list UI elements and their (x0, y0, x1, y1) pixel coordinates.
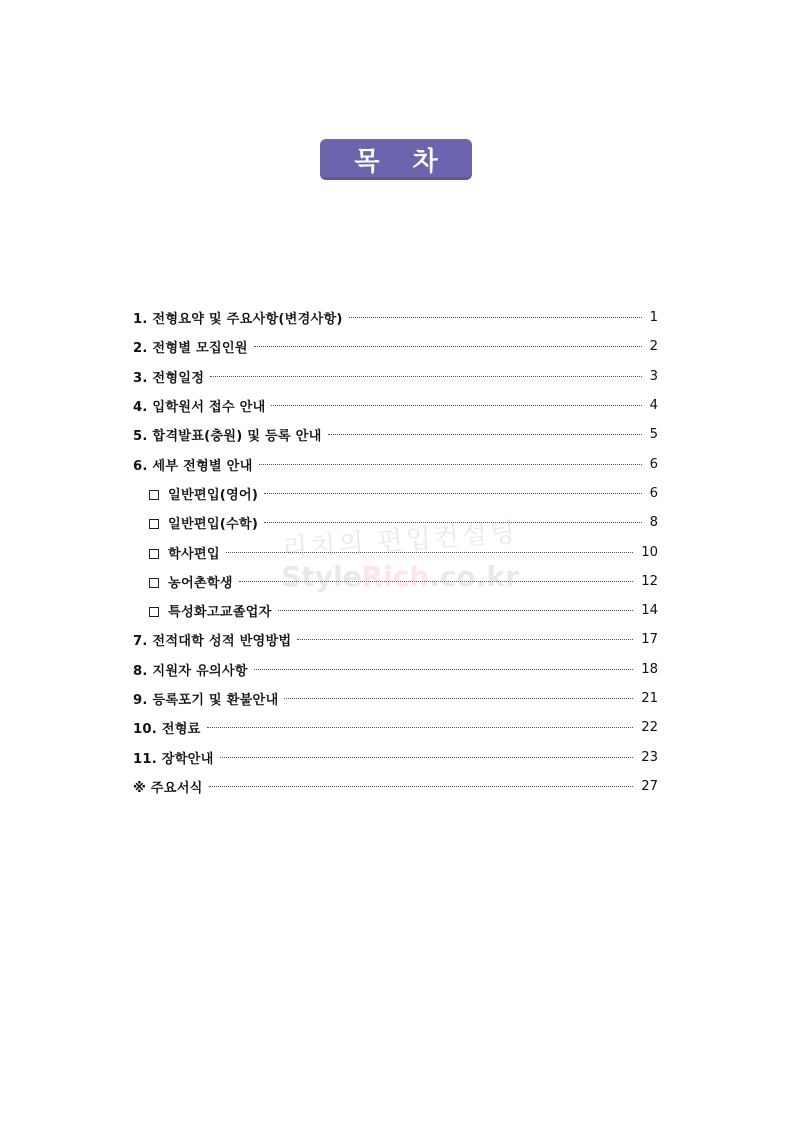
dot-leader (210, 376, 641, 377)
dot-leader (239, 581, 634, 582)
dot-leader (271, 405, 641, 406)
watermark-site-part-1: Style (281, 560, 362, 593)
toc-entry-text: 농어촌학생 (168, 575, 233, 591)
toc-entry-label (149, 484, 264, 503)
dot-leader (209, 786, 634, 787)
toc-entry-label (133, 748, 220, 767)
dot-leader (220, 757, 634, 758)
dot-leader (254, 346, 642, 347)
table-of-contents (133, 303, 658, 801)
toc-subentry[interactable] (133, 567, 658, 596)
toc-entry[interactable] (133, 713, 658, 742)
dot-leader (226, 552, 633, 553)
toc-page-number: 22 (641, 720, 658, 736)
toc-page-number: 2 (649, 339, 658, 355)
toc-entry-label (149, 572, 239, 591)
toc-entry-label (133, 660, 254, 679)
toc-page-number: 10 (641, 544, 658, 560)
toc-entry[interactable] (133, 420, 658, 449)
toc-entry-label (133, 630, 297, 649)
toc-page-number: 17 (641, 632, 658, 648)
toc-subentry[interactable] (133, 508, 658, 537)
toc-entry-label (133, 337, 254, 356)
checkbox-icon (149, 607, 159, 617)
toc-page-number: 18 (641, 661, 658, 677)
dot-leader (328, 434, 642, 435)
checkbox-icon (149, 549, 159, 559)
dot-leader (259, 464, 642, 465)
toc-page-number: 14 (641, 603, 658, 619)
toc-entry-text: 3. 전형일정 (133, 370, 205, 386)
toc-subentry[interactable] (133, 537, 658, 566)
toc-page-number: 1 (649, 310, 658, 326)
toc-entry[interactable] (133, 742, 658, 771)
checkbox-icon (149, 519, 159, 529)
toc-page-number: 4 (649, 398, 658, 414)
toc-entry-text: 4. 입학원서 접수 안내 (133, 400, 266, 416)
toc-page-number: 6 (649, 456, 658, 472)
checkbox-icon (149, 490, 159, 500)
toc-entry-text: 6. 세부 전형별 안내 (133, 458, 253, 474)
checkbox-icon (149, 578, 159, 588)
toc-entry[interactable] (133, 655, 658, 684)
toc-entry-label (133, 396, 271, 415)
toc-title: 목 차 (320, 139, 472, 180)
toc-entry-text: 8. 지원자 유의사항 (133, 663, 248, 679)
toc-page-number: 23 (641, 749, 658, 765)
toc-entry-text: 10. 전형료 (133, 722, 201, 738)
toc-entry-label (133, 425, 328, 444)
toc-entry[interactable] (133, 332, 658, 361)
toc-entry[interactable] (133, 362, 658, 391)
dot-leader (278, 610, 634, 611)
watermark-site-part-3: .co.kr (429, 560, 519, 593)
dot-leader (264, 493, 642, 494)
dot-leader (284, 698, 633, 699)
toc-entry-label (149, 513, 264, 532)
watermark-text: 리치의 편입컨설팅 (281, 517, 520, 565)
toc-entry[interactable] (133, 684, 658, 713)
toc-entry-label (133, 367, 210, 386)
toc-subentry[interactable] (133, 596, 658, 625)
dot-leader (349, 317, 642, 318)
toc-page-number: 8 (649, 515, 658, 531)
toc-entry-text: 7. 전적대학 성적 반영방법 (133, 634, 292, 650)
toc-page-number: 5 (649, 427, 658, 443)
toc-page-number: 27 (641, 778, 658, 794)
dot-leader (297, 639, 633, 640)
toc-entry-text: 특성화고교졸업자 (168, 605, 272, 621)
toc-entry-text: 5. 합격발표(충원) 및 등록 안내 (133, 429, 322, 445)
toc-page-number: 6 (649, 485, 658, 501)
toc-entry-label (149, 601, 278, 620)
toc-entry[interactable] (133, 625, 658, 654)
toc-entry-label (133, 308, 349, 327)
toc-page-number: 21 (641, 691, 658, 706)
toc-entry[interactable] (133, 772, 658, 801)
toc-entry-label (133, 777, 209, 796)
toc-entry-text: 1. 전형요약 및 주요사항(변경사항) (133, 312, 343, 328)
toc-entry-label (133, 455, 259, 474)
toc-entry-text: 일반편입(영어) (168, 487, 259, 503)
toc-entry[interactable] (133, 391, 658, 420)
dot-leader (264, 522, 642, 523)
dot-leader (254, 669, 633, 670)
toc-entry-label (149, 543, 226, 562)
toc-entry-text: ※ 주요서식 (133, 780, 203, 796)
toc-entry[interactable] (133, 449, 658, 478)
toc-page-number: 12 (641, 573, 658, 589)
toc-entry-text: 일반편입(수학) (168, 517, 259, 533)
toc-entry-text: 학사편입 (168, 546, 220, 562)
toc-page-number: 3 (649, 368, 658, 384)
toc-entry[interactable] (133, 303, 658, 332)
toc-entry-label (133, 718, 207, 737)
toc-entry-text: 11. 장학안내 (133, 751, 214, 767)
toc-subentry[interactable] (133, 479, 658, 508)
toc-entry-text: 9. 등록포기 및 환불안내 (133, 693, 279, 708)
toc-entry-label (133, 689, 284, 708)
dot-leader (207, 727, 634, 728)
watermark-site-part-2: Rich (361, 560, 430, 593)
toc-entry-text: 2. 전형별 모집인원 (133, 341, 248, 357)
